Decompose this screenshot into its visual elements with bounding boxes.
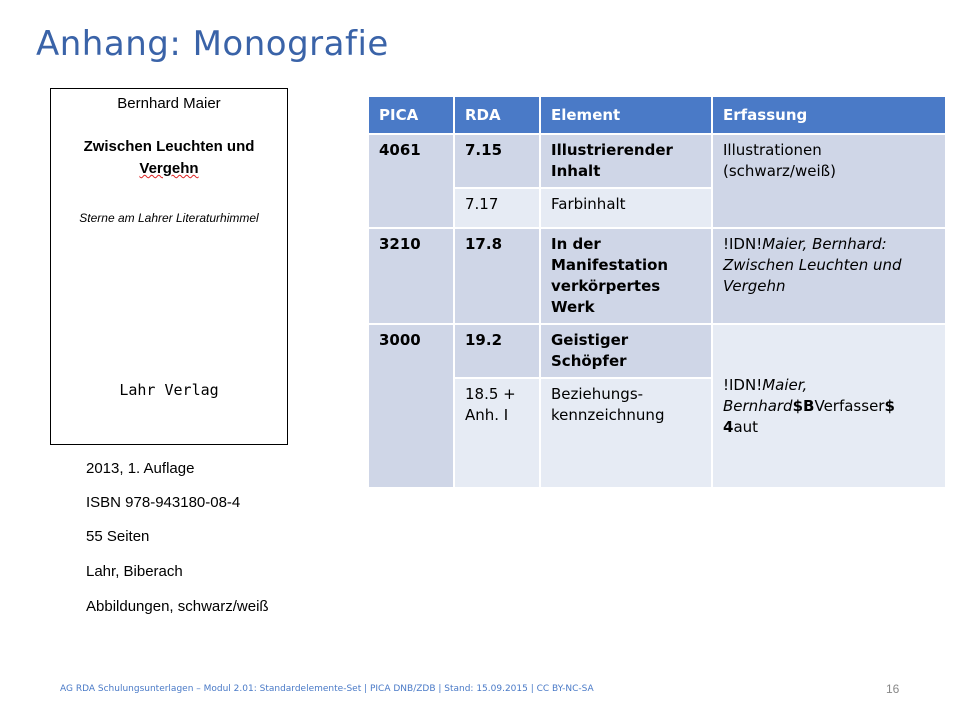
- slide-footer: AG RDA Schulungsunterlagen – Modul 2.01: Standardelemente-Set | PICA DNB/ZDB | Stand: 15.09.2015 | CC BY-NC-SA: [60, 684, 594, 694]
- cell-element: Farbinhalt: [540, 188, 712, 228]
- creator-name: Maier, Bernhard: [723, 375, 808, 415]
- book-detail-edition: 2013, 1. Auflage: [86, 460, 195, 477]
- slide-title: Anhang: Monografie: [36, 24, 389, 64]
- book-detail-place: Lahr, Biberach: [86, 563, 183, 580]
- creator-role: Verfasser: [814, 396, 885, 415]
- book-cover-title-line2: Vergehn: [139, 160, 199, 177]
- header-erfassung: Erfassung: [712, 96, 946, 134]
- rda-table: [367, 95, 947, 489]
- subfield-code-b: $B: [792, 396, 815, 415]
- idn-prefix: !IDN!: [723, 375, 763, 394]
- table-row: [368, 134, 946, 188]
- header-rda: RDA: [454, 96, 540, 134]
- page-number: 16: [886, 682, 900, 696]
- cell-rda: 18.5 + Anh. I: [454, 378, 540, 488]
- cell-element: Geistiger Schöpfer: [540, 324, 712, 378]
- book-detail-illustrations: Abbildungen, schwarz/weiß: [86, 598, 269, 615]
- cell-erfassung: Illustrationen (schwarz/weiß): [712, 134, 946, 228]
- book-cover-title: [51, 136, 287, 180]
- table-row: [368, 228, 946, 324]
- book-cover-subtitle: Sterne am Lahrer Literaturhimmel: [79, 211, 259, 225]
- cell-pica: 3210: [368, 228, 454, 324]
- book-cover-title-line1: Zwischen Leuchten und: [83, 138, 255, 155]
- header-element: Element: [540, 96, 712, 134]
- cell-pica: 3000: [368, 324, 454, 488]
- cell-element: Illustrierender Inhalt: [540, 134, 712, 188]
- book-detail-pages: 55 Seiten: [86, 528, 150, 545]
- table-row: [368, 324, 946, 378]
- book-cover: [50, 88, 288, 445]
- idn-prefix: !IDN!: [723, 235, 763, 253]
- cell-pica: 4061: [368, 134, 454, 228]
- cell-element: In der Manifestation verkörpertes Werk: [540, 228, 712, 324]
- cell-erfassung: [712, 324, 946, 488]
- idn-value: Maier, Bernhard: Zwischen Leuchten und Vergehn: [723, 235, 902, 295]
- subfield-code-4: $ 4: [723, 396, 895, 436]
- book-cover-author: Bernhard Maier: [117, 95, 221, 112]
- header-pica: PICA: [368, 96, 454, 134]
- role-code: aut: [733, 417, 759, 436]
- book-cover-publisher: Lahr Verlag: [119, 381, 219, 399]
- cell-element: Beziehungs-kennzeichnung: [540, 378, 712, 488]
- cell-rda: 17.8: [454, 228, 540, 324]
- cell-rda: 19.2: [454, 324, 540, 378]
- cell-rda: 7.15: [454, 134, 540, 188]
- book-detail-isbn: ISBN 978-943180-08-4: [86, 494, 241, 511]
- cell-erfassung: [712, 228, 946, 324]
- table-header-row: [368, 96, 946, 134]
- cell-rda: 7.17: [454, 188, 540, 228]
